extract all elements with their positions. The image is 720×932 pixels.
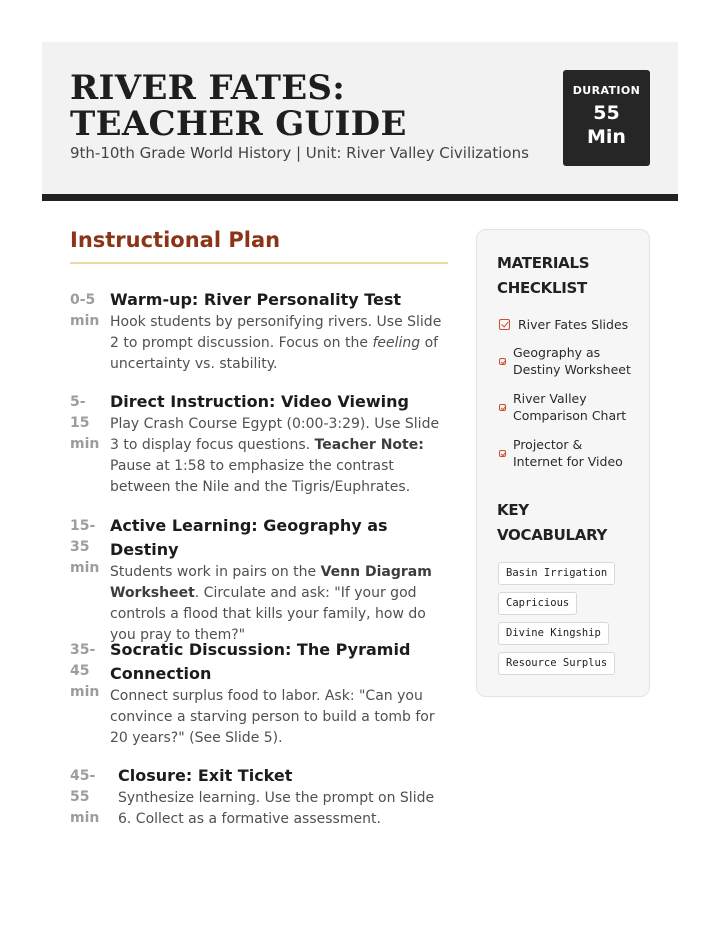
vocab-term: Divine Kingship — [498, 622, 609, 645]
duration-badge — [563, 70, 650, 166]
step-description: Hook students by personifying rivers. Use Slide 2 to prompt discussion. Focus on the feeling of uncertainty vs. stability. — [110, 314, 442, 372]
checkbox-checked-icon — [499, 319, 510, 330]
step-heading: Direct Instruction: Video Viewing — [110, 392, 409, 411]
step-description: Students work in pairs on the Venn Diagram Worksheet. Circulate and ask: "If your god controls a flood that kills your family, how do you pray to them?" — [110, 564, 432, 643]
plan-heading: Instructional Plan — [70, 228, 448, 264]
vocabulary-heading: KEY VOCABULARY — [497, 501, 608, 544]
step-time: 45-55 min — [70, 768, 100, 826]
materials-item: Geography as Destiny Worksheet — [497, 344, 637, 380]
step-description: Synthesize learning. Use the prompt on Slide 6. Collect as a formative assessment. — [118, 790, 435, 827]
step-time: 5-15 min — [70, 394, 100, 452]
page-header — [42, 42, 678, 201]
step-heading: Closure: Exit Ticket — [118, 766, 293, 785]
instructional-plan — [70, 228, 448, 827]
step-heading: Socratic Discussion: The Pyramid Connection — [110, 640, 411, 683]
duration-unit: Min — [587, 126, 626, 148]
step-heading: Active Learning: Geography as Destiny — [110, 516, 388, 559]
page-subtitle: 9th-10th Grade World History | Unit: River Valley Civilizations — [70, 144, 529, 162]
vocab-term: Resource Surplus — [498, 652, 615, 675]
step-heading: Warm-up: River Personality Test — [110, 290, 402, 309]
materials-item: River Fates Slides — [497, 316, 637, 334]
checkbox-checked-icon — [499, 450, 506, 457]
checkbox-checked-icon — [499, 358, 506, 365]
sidebar-panel — [476, 229, 650, 697]
checkbox-checked-icon — [499, 404, 506, 411]
step-time: 0-5 min — [70, 292, 100, 329]
step-description: Play Crash Course Egypt (0:00-3:29). Use Slide 3 to display focus questions. Teacher Note: Pause at 1:58 to emphasize the contrast between the Nile and the Tigris/Euphrates. — [110, 416, 440, 495]
page-title: RIVER FATES: TEACHER GUIDE — [70, 68, 407, 144]
duration-label: DURATION — [572, 84, 641, 97]
step-time: 15-35 min — [70, 518, 100, 576]
duration-value: 55 — [593, 102, 620, 124]
vocab-term: Basin Irrigation — [498, 562, 615, 585]
materials-item: River Valley Comparison Chart — [497, 390, 637, 426]
vocab-term: Capricious — [498, 592, 577, 615]
step-time: 35-45 min — [70, 642, 100, 700]
materials-heading: MATERIALS CHECKLIST — [497, 254, 590, 297]
materials-item: Projector & Internet for Video — [497, 436, 637, 472]
step-description: Connect surplus food to labor. Ask: "Can you convince a starving person to build a tomb for 20 years?" (See Slide 5). — [110, 688, 435, 746]
